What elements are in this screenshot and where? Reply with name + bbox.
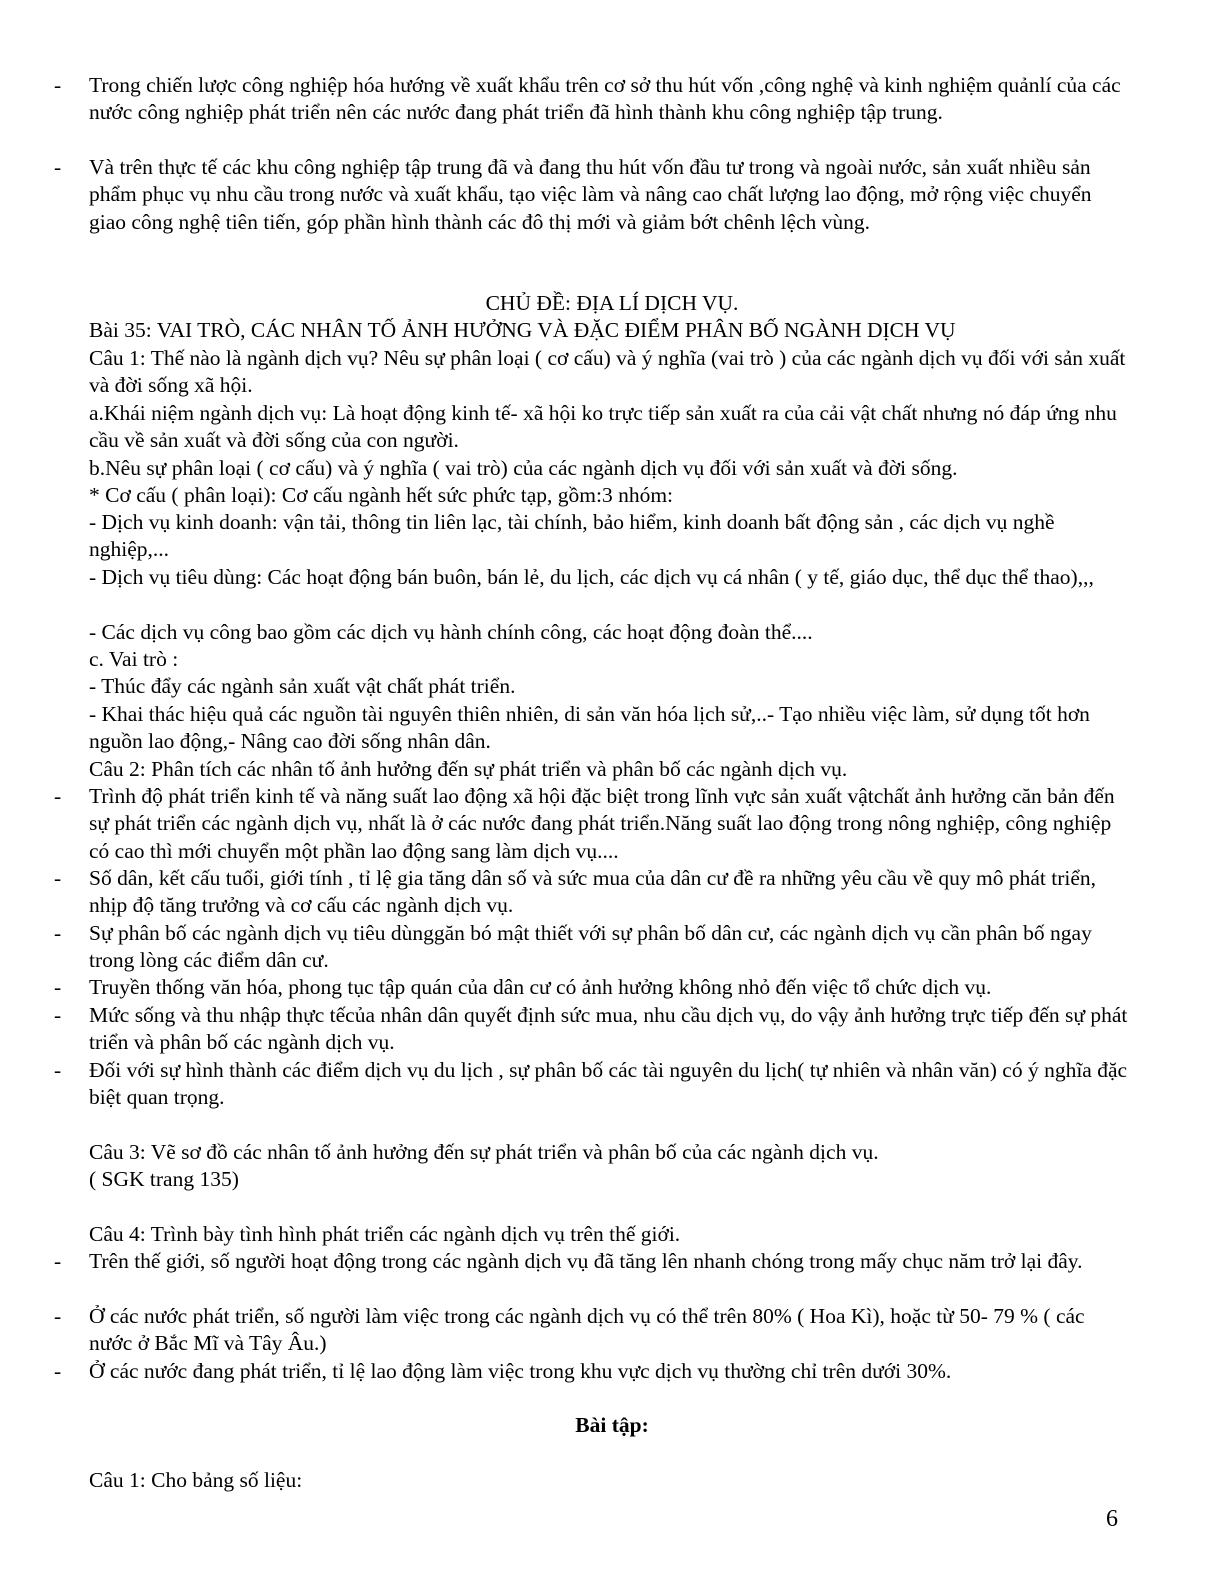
- bullet-dash: -: [54, 1249, 62, 1273]
- bullet-dash: -: [54, 866, 62, 890]
- bullet-text: Truyền thống văn hóa, phong tục tập quán của dân cư có ảnh hưởng không nhỏ đến việc tổ chức dịch vụ.: [89, 975, 992, 999]
- bullet-text: Trong chiến lược công nghiệp hóa hướng về xuất khẩu trên cơ sở thu hút vốn ,công nghệ và kinh nghiệm quảnlí của các nước công nghiệp phát triển nên các nước đang phát triển đã hình thành khu công nghiệp tập trung.: [89, 73, 1121, 125]
- bullet-dash: -: [54, 975, 62, 999]
- question-1: Câu 1: Thế nào là ngành dịch vụ? Nêu sự phân loại ( cơ cấu) và ý nghĩa (vai trò ) của các ngành dịch vụ đối với sản xuất và đời sống xã hội.: [89, 346, 1126, 398]
- bullet-text: Sự phân bố các ngành dịch vụ tiêu dùnggăn bó mật thiết với sự phân bố dân cư, các ngành dịch vụ cần phân bố ngay trong lòng các điểm dân cư.: [89, 921, 1092, 973]
- bullet-text: Số dân, kết cấu tuổi, giới tính , tỉ lệ gia tăng dân số và sức mua của dân cư đề ra những yêu cầu về quy mô phát triển, nhịp độ tăng trưởng và cơ cấu các ngành dịch vụ.: [89, 866, 1096, 918]
- bullet-text: Trình độ phát triển kinh tế và năng suất lao động xã hội đặc biệt trong lĩnh vực sản xuất vậtchất ảnh hưởng căn bản đến sự phát triển các ngành dịch vụ, nhất là ở các nước đang phát triển.Năng suất lao động trong nông nghiệp, công nghiệp có cao thì mới chuyển một phần lao động sang làm dịch vụ....: [89, 784, 1115, 863]
- q1-structure: * Cơ cấu ( phân loại): Cơ cấu ngành hết sức phức tạp, gồm:3 nhóm:: [89, 483, 674, 507]
- bullet-text: Đối với sự hình thành các điểm dịch vụ du lịch , sự phân bố các tài nguyên du lịch( tự nhiên và nhân văn) có ý nghĩa đặc biệt quan trọng.: [89, 1058, 1128, 1110]
- exercise-question-1: Câu 1: Cho bảng số liệu:: [89, 1468, 303, 1492]
- topic-title: CHỦ ĐỀ: ĐỊA LÍ DỊCH VỤ.: [485, 291, 739, 315]
- bullet-text: Ở các nước đang phát triển, tỉ lệ lao động làm việc trong khu vực dịch vụ thường chỉ trên dưới 30%.: [89, 1359, 952, 1383]
- q1-role-1: - Thúc đẩy các ngành sản xuất vật chất phát triển.: [89, 674, 516, 698]
- bullet-dash: -: [54, 1359, 62, 1383]
- question-2: Câu 2: Phân tích các nhân tố ảnh hưởng đến sự phát triển và phân bố các ngành dịch vụ.: [89, 757, 848, 781]
- q1-part-c: c. Vai trò :: [89, 647, 179, 671]
- bullet-dash: -: [54, 921, 62, 945]
- page-number: 6: [1106, 1506, 1118, 1532]
- q1-consumer-services: - Dịch vụ tiêu dùng: Các hoạt động bán buôn, bán lẻ, du lịch, các dịch vụ cá nhân ( y tế, giáo dục, thể dục thể thao),,,: [89, 565, 1094, 589]
- q1-part-b: b.Nêu sự phân loại ( cơ cấu) và ý nghĩa ( vai trò) của các ngành dịch vụ đối với sản xuất và đời sống.: [89, 456, 958, 480]
- question-4: Câu 4: Trình bày tình hình phát triển các ngành dịch vụ trên thế giới.: [89, 1222, 681, 1246]
- bullet-dash: -: [54, 1003, 62, 1027]
- bullet-text: Mức sống và thu nhập thực tếcủa nhân dân quyết định sức mua, nhu cầu dịch vụ, do vậy ảnh hưởng trực tiếp đến sự phát triển và phân bố các ngành dịch vụ.: [89, 1003, 1128, 1055]
- q1-role-2: - Khai thác hiệu quả các nguồn tài nguyên thiên nhiên, di sản văn hóa lịch sử,..- Tạo nhiều việc làm, sử dụng tốt hơn nguồn lao động,- Nâng cao đời sống nhân dân.: [89, 702, 1090, 754]
- bullet-dash: -: [54, 73, 62, 97]
- bullet-dash: -: [54, 155, 62, 179]
- bullet-text: Trên thế giới, số người hoạt động trong các ngành dịch vụ đã tăng lên nhanh chóng trong mấy chục năm trở lại đây.: [89, 1249, 1083, 1273]
- bullet-dash: -: [54, 784, 62, 808]
- q1-business-services: - Dịch vụ kinh doanh: vận tải, thông tin liên lạc, tài chính, bảo hiểm, kinh doanh bất động sản , các dịch vụ nghề nghiệp,...: [89, 510, 1055, 562]
- q1-part-a: a.Khái niệm ngành dịch vụ: Là hoạt động kinh tế- xã hội ko trực tiếp sản xuất ra của cải vật chất nhưng nó đáp ứng nhu cầu về sản xuất và đời sống của con người.: [89, 401, 1117, 453]
- lesson-title: Bài 35: VAI TRÒ, CÁC NHÂN TỐ ẢNH HƯỞNG VÀ ĐẶC ĐIỂM PHÂN BỐ NGÀNH DỊCH VỤ: [89, 318, 956, 342]
- q3-note: ( SGK trang 135): [89, 1167, 239, 1191]
- exercise-title: Bài tập:: [575, 1413, 649, 1437]
- question-3: Câu 3: Vẽ sơ đồ các nhân tố ảnh hưởng đến sự phát triển và phân bố của các ngành dịch vụ.: [89, 1140, 879, 1164]
- bullet-text: Và trên thực tế các khu công nghiệp tập trung đã và đang thu hút vốn đầu tư trong và ngoài nước, sản xuất nhiều sản phẩm phục vụ nhu cầu trong nước và xuất khẩu, tạo việc làm và nâng cao chất lượng lao động, mở rộng việc chuyển giao công nghệ tiên tiến, góp phần hình thành các đô thị mới và giảm bớt chênh lệch vùng.: [89, 155, 1092, 234]
- bullet-dash: -: [54, 1304, 62, 1328]
- bullet-text: Ở các nước phát triển, số người làm việc trong các ngành dịch vụ có thể trên 80% ( Hoa Kì), hoặc từ 50- 79 % ( các nước ở Bắc Mĩ và Tây Âu.): [89, 1304, 1085, 1356]
- q1-public-services: - Các dịch vụ công bao gồm các dịch vụ hành chính công, các hoạt động đoàn thể....: [89, 620, 813, 644]
- bullet-dash: -: [54, 1058, 62, 1082]
